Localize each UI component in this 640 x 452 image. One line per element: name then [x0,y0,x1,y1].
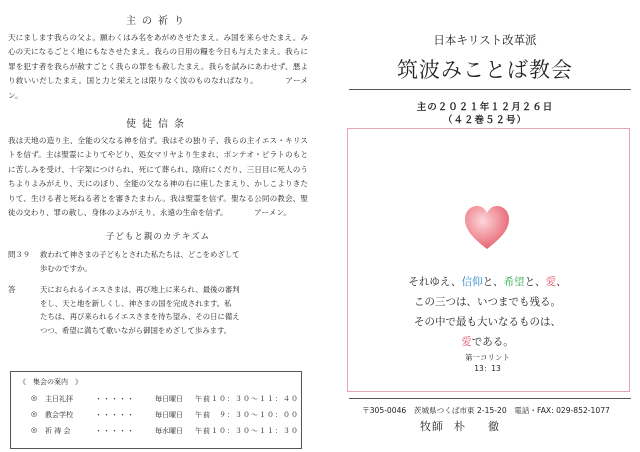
meeting-name: 教会学校 [45,411,73,419]
pastor [420,418,505,434]
meeting-name: 主日礼拝 [45,395,73,403]
pastor-name: 朴 徹 [454,420,505,433]
divider [349,89,631,90]
meeting-time: 午前１０：３０～１１：３０ [195,427,299,435]
church-name: 筑波みことば教会 [397,58,573,82]
pastor-label: 牧師 [420,420,444,433]
verse-reference [347,352,628,374]
meeting-name: 祈 祷 会 [45,427,71,435]
answer-label: 答 [8,285,16,295]
bulletin-date: 主の２０２１年１２月２６日 [416,102,554,113]
answer-text: 天におられるイエスさまは、再び地上に来られ、最後の審判 をし、天と地を新しくし、神さまの国を完成されます。私 たちは、再び来られるイエスさまを待ち望み、その日に備え つつ、希望に満ちて歌いながら御国をめざして歩みます。 [40,285,240,335]
meeting-time: 午前 ９：３０～１０：００ [195,411,299,419]
creed-text: 我は天地の造り主、全能の父なる神を信ず。我はその独り子、我らの主イエス・キリストを信ず。主は聖霊によりてやどり、処女マリヤより生まれ、ポンテオ・ピラトのもとに苦しみを受け、十字架につけられ、死にて葬られ、陰府にくだり、三日目に死人のうちよりよみがえり、天にのぼり、全能の父なる神の右に座したまえり、かしこよりきたりて、生ける者と死ねる者とを審きたまわん。我は聖霊を信ず。聖なる公同の教会、聖徒の交わり、罪の赦し、身体のよみがえり、永遠の生命を信ず。 アーメン。 [8,136,308,218]
catechism-question [8,248,308,275]
catechism-title: 子どもと親のカテキズム [105,232,211,243]
verse-text [347,272,628,352]
meeting-leader: ・・・・・ [95,427,135,435]
reference-book: 第一コリント [465,353,510,362]
bullet-icon: ◎ [31,426,38,434]
verse-line: この三つは、いつまでも残る。 [414,296,561,308]
meeting-row [31,426,305,436]
creed-title: 使徒信条 [126,119,190,131]
meeting-time: 午前１０：３０～１１：４０ [195,395,299,403]
word-love: 愛 [461,336,472,348]
heart-icon [463,205,511,251]
bullet-icon: ◎ [31,410,38,418]
meetings-title: 《 集会の案内 》 [19,378,82,386]
meeting-row [31,410,305,420]
catechism-answer [8,283,308,337]
word-hope: 希望 [503,276,525,288]
meetings-box [10,371,302,449]
reference-chapter: 13：13 [474,364,501,373]
verse-fragment: 、 [556,276,567,288]
meeting-leader: ・・・・・ [95,395,135,403]
word-faith: 信仰 [461,276,483,288]
verse-line: その中で最も大いなるものは、 [414,316,561,328]
verse-fragment: である。 [471,336,514,348]
left-column [8,8,308,341]
verse-fragment: と、 [482,276,504,288]
lords-prayer-title: 主の祈り [126,16,190,27]
verse-fragment: それゆえ、 [408,276,462,288]
question-text: 救われて神さまの子どもとされた私たちは、どこをめざして 歩むのですか。 [40,250,240,273]
divider [349,398,631,399]
word-love: 愛 [545,276,557,288]
denomination: 日本キリスト改革派 [433,33,537,47]
meeting-row [31,394,305,404]
question-label: 問３９ [8,250,31,260]
lords-prayer-text: 天にまします我らの父よ。願わくはみ名をあがめさせたまえ。み国を来らせたまえ。み心の天になるごとく地にもなさせたまえ。我らの日用の糧を今日も与えたまえ。我らに罪を犯す者を我らが赦すごとく我らの罪をも赦したまえ。我らを試みにあわせず、悪より救いいだしたまえ。国と力と栄えとは限りなく汝のものなればなり。 アーメン。 [8,33,308,100]
meeting-day: 毎日曜日 [155,411,183,419]
church-address: 〒305-0046 茨城県つくば市東 2-15-20 電話・FAX: 029-852-1077 [362,406,610,415]
verse-fragment: と、 [524,276,546,288]
meeting-day: 毎日曜日 [155,395,183,403]
meeting-leader: ・・・・・ [95,411,135,419]
bulletin-issue: （４２巻５２号） [442,115,527,126]
meeting-day: 毎水曜日 [155,427,183,435]
bullet-icon: ◎ [31,394,38,402]
